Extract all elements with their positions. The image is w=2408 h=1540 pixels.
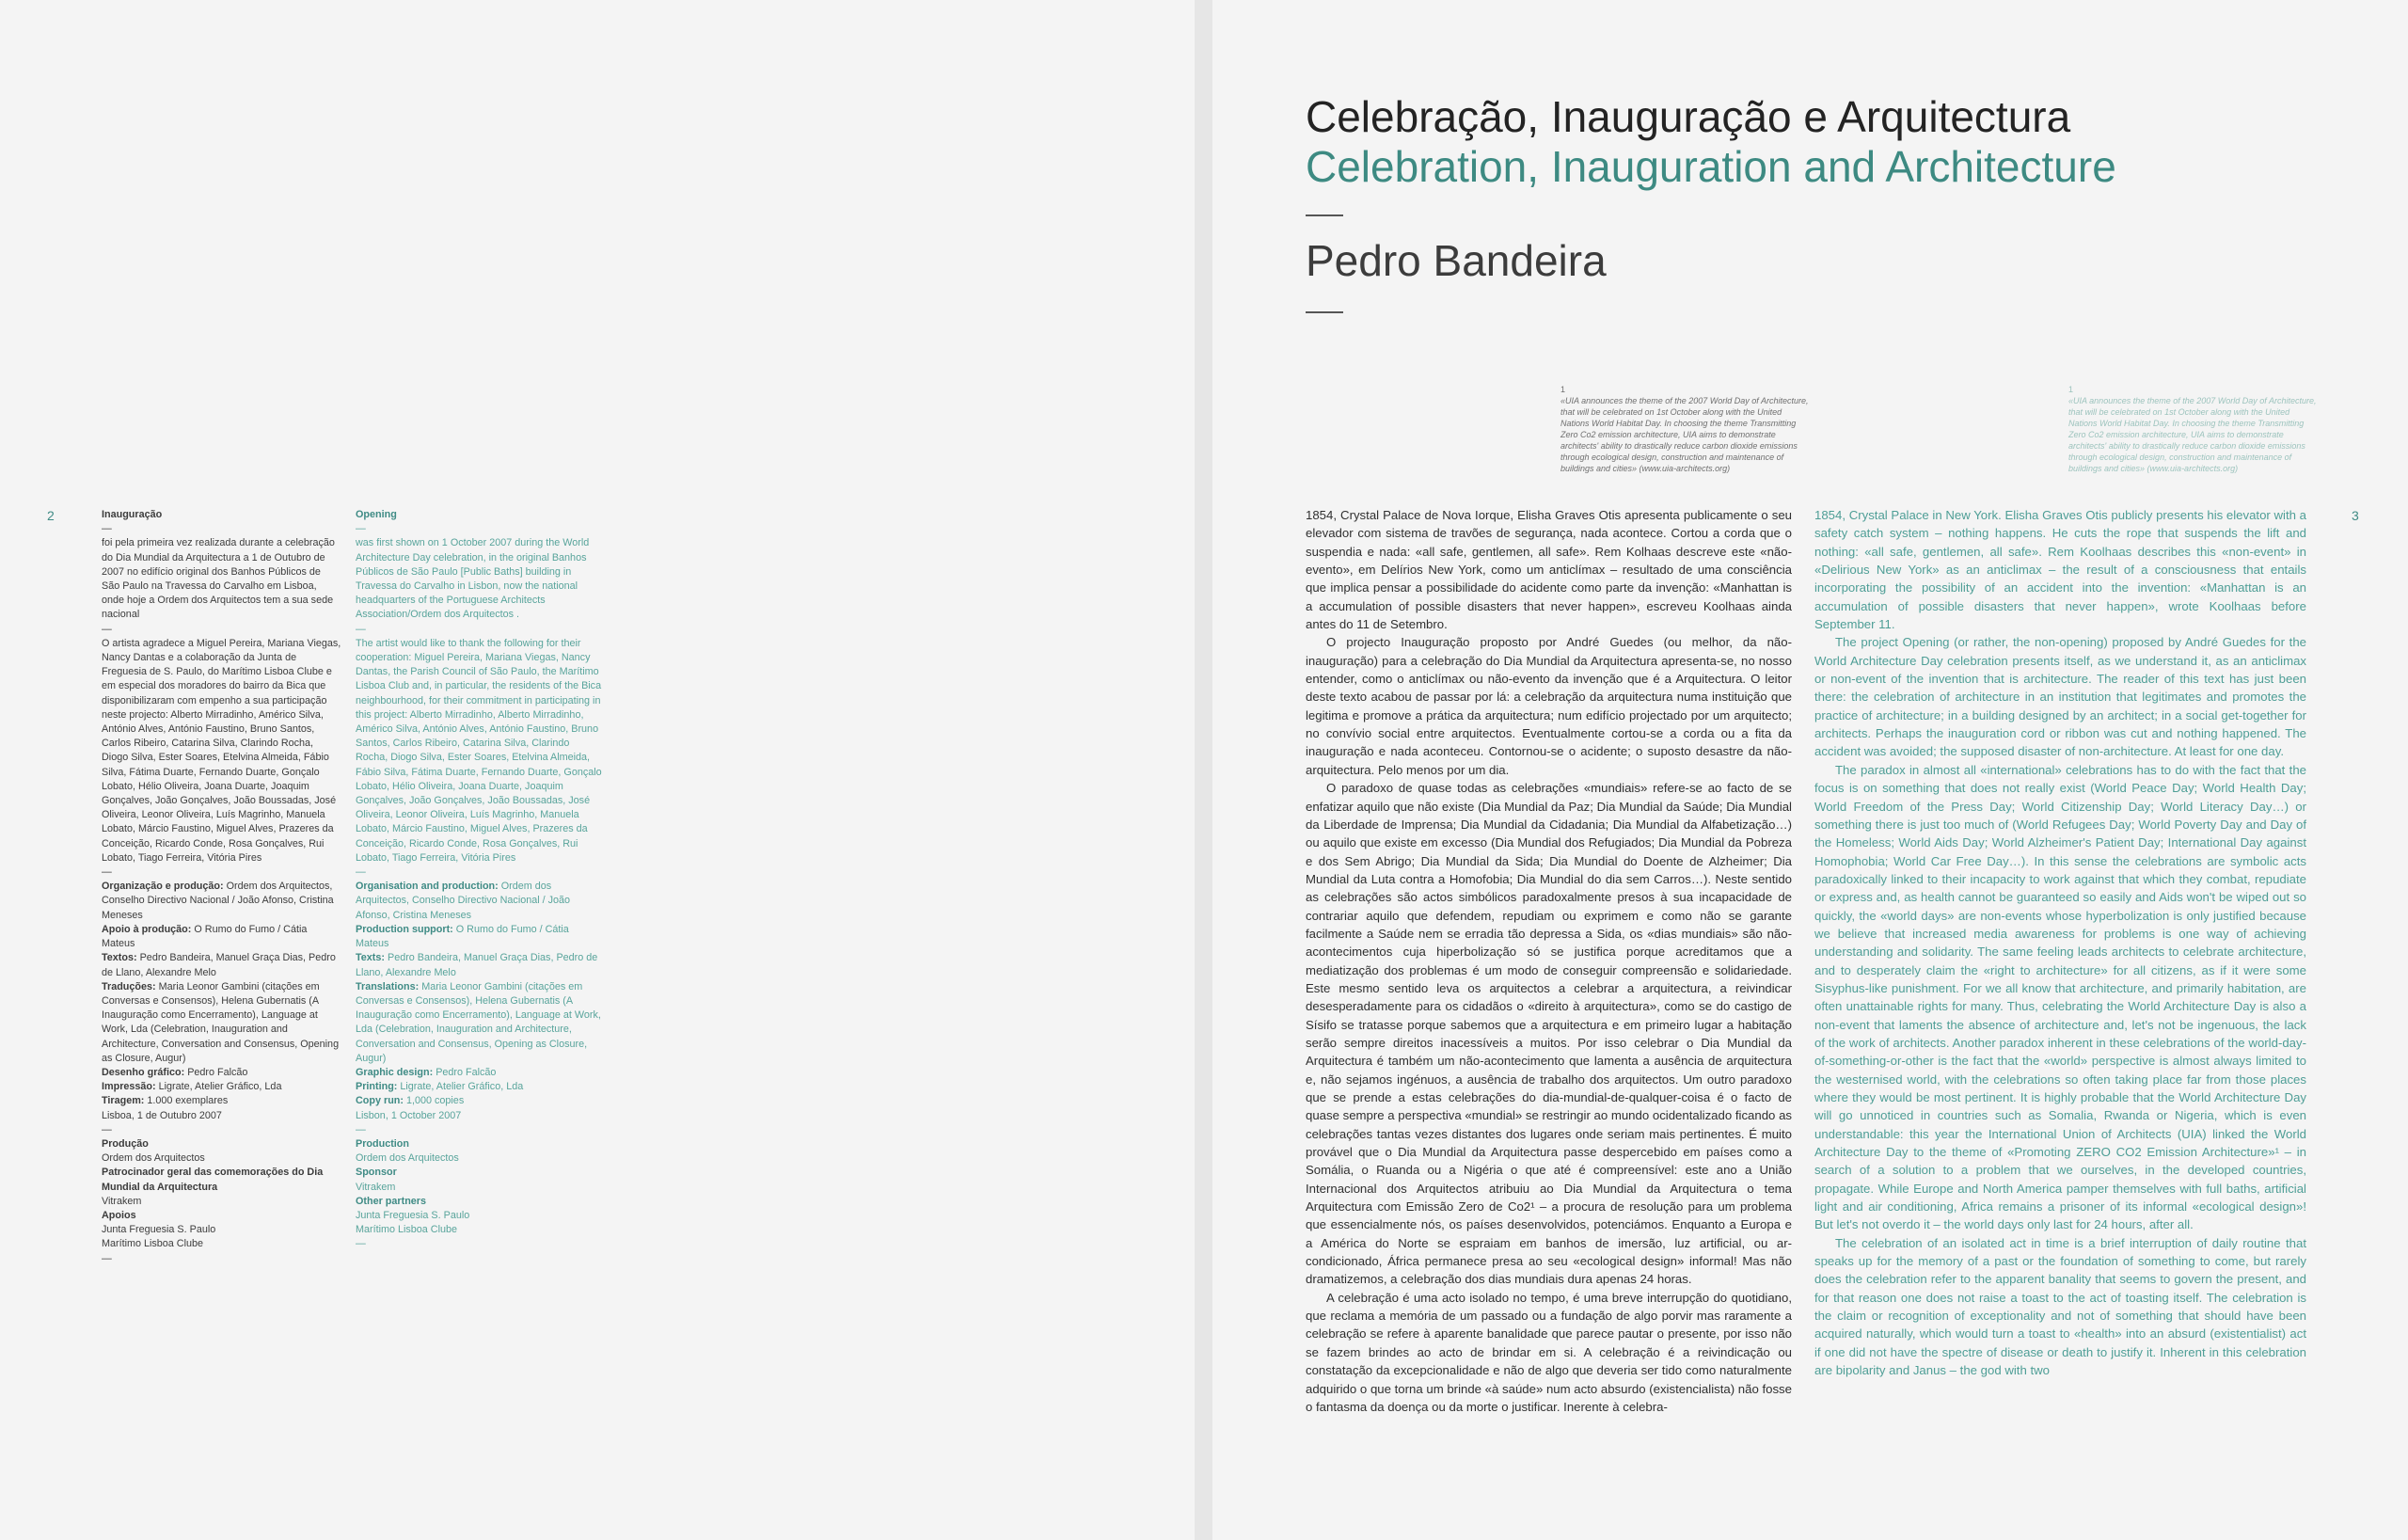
paragraph: A celebração é uma acto isolado no tempo, é uma breve interrupção do quotidiano, que reclama a memória de um passado ou a fundação de algo porvir mas raramente a celebração se refere à aparente banalidade que parece pautar o presente, por isso não se fazem brindes ao acto de brindar em si. A celebração é a reivindicação ou constatação da excepcionalidade e não de algo que deveria ser tido como naturalmente adquirido o que torna um brinde «à saúde» num acto absurdo (existencialista) não fosse o fantasma da doença ou da morte o justificar. Inerente à celebra- xyxy=(1306,1290,1792,1414)
credit-design: Desenho gráfico: Pedro Falcão xyxy=(102,1066,248,1078)
credit-organisation: Organisation and production: Ordem dos Arquitectos, Conselho Directivo Nacional / João Afonso, Cristina Meneses xyxy=(356,881,571,921)
author-name: Pedro Bandeira xyxy=(1306,236,1607,285)
colophon-heading: Inauguração xyxy=(102,509,163,520)
credit-printing: Impressão: Ligrate, Atelier Gráfico, Lda xyxy=(102,1081,282,1093)
sponsor-label: Patrocinador geral das comemorações do Dia Mundial da Arquitectura xyxy=(102,1167,324,1193)
partners-label: Other partners xyxy=(356,1195,426,1207)
colophon-thanks: O artista agradece a Miguel Pereira, Mariana Viegas, Nancy Dantas e a colaboração da Junta de Freguesia de S. Paulo, do Marítimo Lisboa Clube e em especial dos moradores do bairro da Bica que disponibilizaram com empenho a sua participação neste projecto: Alberto Mirradinho, Américo Silva, António Alves, António Faustino, Bruno Santos, Carlos Ribeiro, Catarina Silva, Clarindo Rocha, Diogo Silva, Ester Soares, Etelvina Almeida, Fábio Silva, Fátima Duarte, Fernando Duarte, Gonçalo Lobato, Hélio Oliveira, Joana Duarte, Joaquim Gonçalves, João Gonçalves, João Boussadas, José Oliveira, Leonor Oliveira, Luís Magrinho, Manuela Lobato, Márcio Faustino, Miguel Alves, Prazeres da Conceição, Ricardo Conde, Rosa Gonçalves, Rui Lobato, Tiago Ferreira, Vitória Pires xyxy=(102,637,341,864)
dash: — xyxy=(356,1123,366,1135)
credit-printing: Printing: Ligrate, Atelier Gráfico, Lda xyxy=(356,1081,524,1093)
production-value: Ordem dos Arquitectos xyxy=(356,1152,459,1165)
place-date: Lisboa, 1 de Outubro 2007 xyxy=(102,1109,222,1121)
footnote-mark: 1 xyxy=(1560,385,1566,394)
dash: — xyxy=(102,523,112,535)
partners-value: Marítimo Lisboa Clube xyxy=(356,1224,458,1236)
footnote-text: «UIA announces the theme of the 2007 World Day of Architecture, that will be celebrated on 1st October along with the United Nations World Habitat Day. In choosing the theme Transmitting Zero Co2 emission architecture, UIA aims to demonstrate architects' ability to drastically reduce carbon dioxide emissions through ecological design, construction and maintenance of buildings and cities» (www.uia-architects.org) xyxy=(2068,396,2317,473)
credit-organisation: Organização e produção: Ordem dos Arquitectos, Conselho Directivo Nacional / João Afonso, Cristina Meneses xyxy=(102,881,334,921)
sponsor-value: Vitrakem xyxy=(356,1181,396,1193)
paragraph: The celebration of an isolated act in time is a brief interruption of daily routine that speaks up for the memory of a past or the foundation of something to come, but rarely does the celebration refer to the apparent banality that seems to govern the present, and for that reason one does not raise a toast to the act of toasting itself. The celebration is the claim or recognition of exceptionality and not of something that should have been acquired naturally, which would turn a toast to «health» into an absurd (existentialist) act if one did not have the spectre of disease or death to justify it. Inherent in this celebration are bipolarity and Janus – the god with two xyxy=(1814,1235,2306,1378)
dash: — xyxy=(356,866,366,879)
place-date: Lisbon, 1 October 2007 xyxy=(356,1109,462,1121)
partners-value: Junta Freguesia S. Paulo xyxy=(356,1209,470,1221)
title-english: Celebration, Inauguration and Architecture xyxy=(1306,142,2116,191)
credit-support: Apoio à produção: O Rumo do Fumo / Cátia Mateus xyxy=(102,923,308,950)
title-portuguese: Celebração, Inauguração e Arquitectura xyxy=(1306,92,2071,141)
dash: — xyxy=(356,1238,366,1250)
colophon-heading: Opening xyxy=(356,509,397,520)
footnote-en xyxy=(2068,384,2318,474)
credit-run: Copy run: 1,000 copies xyxy=(356,1095,465,1107)
credit-texts: Texts: Pedro Bandeira, Manuel Graça Dias, Pedro de Llano, Alexandre Melo xyxy=(356,952,598,978)
colophon-en xyxy=(356,508,602,1252)
colophon-intro: foi pela primeira vez realizada durante a celebração do Dia Mundial da Arquitectura a 1 de Outubro de 2007 no edifício original dos Banhos Públicos de São Paulo na Travessa do Carvalho em Lisboa, onde hoje a Ordem dos Arquitectos tem a sua sede nacional xyxy=(102,537,335,621)
body-text-pt xyxy=(1306,506,1792,1416)
production-value: Ordem dos Arquitectos xyxy=(102,1152,205,1165)
credit-translations: Traduções: Maria Leonor Gambini (citações em Conversas e Consensos), Helena Gubernatis (A Inauguração como Encerramento), Language at Work, Lda (Celebration, Inauguration and Architecture, Conversation and Consensus, Opening as Closure, Augur) xyxy=(102,980,340,1064)
dash: — xyxy=(102,1123,112,1135)
colophon-intro: was first shown on 1 October 2007 during the World Architecture Day celebration, in the original Banhos Públicos de São Paulo [Public Baths] building in Travessa do Carvalho in Lisbon, now the national headquarters of the Portuguese Architects Association/Ordem dos Arquitectos . xyxy=(356,537,590,621)
colophon-thanks: The artist would like to thank the following for their cooperation: Miguel Pereira, Mariana Viegas, Nancy Dantas, the Parish Council of São Paulo, the Marítimo Lisboa Club and, in particular, the residents of the Bica neighbourhood, for their commitment in participating in this project: Alberto Mirradinho, Alberto Mirradinho, Américo Silva, António Alves, António Faustino, Bruno Santos, Carlos Ribeiro, Catarina Silva, Clarindo Rocha, Diogo Silva, Ester Soares, Etelvina Almeida, Fábio Silva, Fátima Duarte, Fernando Duarte, Gonçalo Lobato, Hélio Oliveira, Joana Duarte, Joaquim Gonçalves, João Gonçalves, João Boussadas, José Oliveira, Leonor Oliveira, Luís Magrinho, Manuela Lobato, Márcio Faustino, Miguel Alves, Prazeres da Conceição, Ricardo Conde, Rosa Gonçalves, Rui Lobato, Tiago Ferreira, Vitória Pires xyxy=(356,637,602,864)
sponsor-label: Sponsor xyxy=(356,1167,397,1179)
credit-translations: Translations: Maria Leonor Gambini (citações em Conversas e Consensos), Helena Gubernatis (A Inauguração como Encerramento), Language at Work, Lda (Celebration, Inauguration and Architecture, Conversation and Consensus, Opening as Closure, Augur) xyxy=(356,980,601,1064)
credit-texts: Textos: Pedro Bandeira, Manuel Graça Dias, Pedro de Llano, Alexandre Melo xyxy=(102,952,336,978)
paragraph: The paradox in almost all «international» celebrations has to do with the fact that the focus is on something that does not really exist (World Peace Day; World Health Day; World Freedom of the Press Day; World Citizenship Day; World Literacy Day…) or something there is just too much of (World Refugees Day; World Poverty Day and Day of the Homeless; World Aids Day; World Alzheimer's Patient Day; International Day against Homophobia; World Car Free Day…). In this sense the celebrations are symbolic acts paradoxically linked to their incapacity to work against that which they combat, repudiate or express and, as health cannot be guaranteed so easily and Aids won't be wiped out so quickly, the «world days» are non-events whose hyperbolization is only justified because we believe that increased media awareness for problems is one way of achieving understanding and solidarity. The same feeling leads architects to celebrate architecture, and to desperately claim the «right to architecture» for all citizens, as if it were some Sisyphus-like punishment. For we all know that architecture, and primarily habitation, are often unattainable rights for many. Thus, celebrating the World Architecture Day is also a non-event that laments the absence of architecture and, let's not be ingenuous, the lack of the work of architects. Another paradox inherent in these celebrations of the world-day-of-something-or-other is the fact that the «world» perspective is almost always limited to the westernised world, with the celebrations so often taking place far from those places where they would be most pertinent. It is highly probable that the World Architecture Day will go unnoticed in countries such as Somalia, Rwanda or Nigeria, which is even understandable: this year the International Union of Architects (UIA) linked the World Architecture Day to the theme of «Promoting ZERO CO2 Emission Architecture»¹ – in search of a solution to a problem that we ourselves, in the developed countries, propagate. While Europe and North America pamper themselves with full baths, artificial light and air conditioning, Africa remains a prisoner of its informal «ecological design»! But let's not overdo it – the world days only last for 24 hours, after all. xyxy=(1814,762,2306,1232)
dash: — xyxy=(102,1252,112,1264)
title-rule xyxy=(1306,214,1343,216)
production-label: Production xyxy=(356,1137,409,1150)
dash: — xyxy=(356,623,366,635)
paragraph: The project Opening (or rather, the non-opening) proposed by André Guedes for the World Architecture Day celebration presents itself, as we understand it, as an anticlimax or non-event of the invention that is architecture. The reader of this text has just been there: the celebration of architecture in an institution that legitimates and promotes the practice of architecture; in a building designed by an architect; in a social get-together for architects. Perhaps the inauguration cord or ribbon was cut and nothing happened. The accident was avoided; the supposed disaster of non-architecture. At least for one day. xyxy=(1814,635,2306,759)
credit-run: Tiragem: 1.000 exemplares xyxy=(102,1095,229,1107)
partners-value: Junta Freguesia S. Paulo xyxy=(102,1224,216,1236)
production-label: Produção xyxy=(102,1137,149,1150)
sponsor-value: Vitrakem xyxy=(102,1195,142,1207)
footnote-mark: 1 xyxy=(2068,385,2074,394)
dash: — xyxy=(356,523,366,535)
paragraph: 1854, Crystal Palace in New York. Elisha Graves Otis publicly presents his elevator with a safety catch system – nothing happens. He cuts the rope that suspends the lift and nothing: «all safe, gentlemen, all safe». Rem Koolhaas describes this «non-event» in «Delirious New York» as an anticlimax – the result of a consciousness that entails incorporating the possibility of an accident into the invention: «Manhattan is an accumulation of possible disasters that never happen», wrote Koolhaas before September 11. xyxy=(1814,508,2306,632)
dash: — xyxy=(102,866,112,879)
colophon-pt xyxy=(102,508,341,1266)
partners-value: Marítimo Lisboa Clube xyxy=(102,1238,204,1250)
footnote-pt xyxy=(1560,384,1810,474)
left-page xyxy=(0,0,1195,1540)
paragraph: 1854, Crystal Palace de Nova Iorque, Elisha Graves Otis apresenta publicamente o seu elevador com sistema de travões de segurança, nada acontece. Cortou a corda que o suspendia e nada: «all safe, gentlemen, all safe». Rem Kolhaas descreve este «não-evento», em Delírios New York, como um anticlímax – resultado de uma consciência que implica pensar a possibilidade do acidente como parte da invenção: «Manhattan is a accumulation of possible disasters that never happen», escreveu Koolhaas ainda antes do 11 de Setembro. xyxy=(1306,508,1792,632)
footnote-text: «UIA announces the theme of the 2007 World Day of Architecture, that will be celebrated on 1st October along with the United Nations World Habitat Day. In choosing the theme Transmitting Zero Co2 emission architecture, UIA aims to demonstrate architects' ability to drastically reduce carbon dioxide emissions through ecological design, construction and maintenance of buildings and cities» (www.uia-architects.org) xyxy=(1560,396,1809,473)
author-rule xyxy=(1306,311,1343,313)
paragraph: O paradoxo de quase todas as celebrações «mundiais» refere-se ao facto de se enfatizar aquilo que não existe (Dia Mundial da Paz; Dia Mundial da Saúde; Dia Mundial da Liberdade de Imprensa; Dia Mundial da Cidadania; Dia Mundial da Alfabetização…) ou aquilo que existe em excesso (Dia Mundial dos Refugiados; Dia Mundial da Pobreza e dos Sem Abrigo; Dia Mundial da Sida; Dia Mundial do Doente de Alzheimer; Dia Mundial da Luta contra a Homofobia; Dia Mundial do dia sem Carros…). Neste sentido as celebrações são actos simbólicos paradoxalmente presos à sua incapacidade de contrariar aquilo que defendem, repudiam ou exprimem e como não se garante facilmente a Saúde nem se erradia tão depressa a Sida, os «dias mundiais» são não-acontecimentos cuja hiperbolização só se justifica porque acreditamos que a mediatização dos problemas é um modo de conseguir compreensão e solidariedade. Este mesmo sentido leva os arquitectos a celebrar a arquitectura, a reivindicar desesperadamente para os cidadãos o «direito à arquitectura», como se do castigo de Sísifo se tratasse porque sabemos que a arquitectura e em primeiro lugar a habitação serão sempre direitos inacessíveis a muitos. Por isso celebrar o Dia Mundial da Arquitectura é também um não-acontecimento que lamenta a ausência de arquitectura e, não sejamos ingénuos, a ausência de trabalho dos arquitectos. Um outro paradoxo que se prende a estas celebrações do dia-mundial-de-qualquer-coisa é o facto de quase sempre a perspectiva «mundial» se restringir ao mundo ocidentalizado ficando as celebrações tantas vezes distantes dos lugares onde seriam mais pertinentes. É muito provável que o Dia Mundial da Arquitectura passe despercebido em países como a Somália, o Ruanda ou a Nigéria o que até é compreensível: este ano a União Internacional dos Arquitectos atribuiu ao Dia Mundial da Arquitectura o tema Arquitectura com Emissão Zero de Co2¹ – a procura de resolução para um problema que essencialmente nós, os países desenvolvidos, potenciámos. Enquanto a Europa e a América do Norte se espraiam em banhos de imersão, luz artificial, ou ar-condicionado, África permanece presa ao seu «ecological design» informal! Mas não dramatizemos, a celebração dos dias mundiais dura apenas 24 horas. xyxy=(1306,781,1792,1287)
body-text-en xyxy=(1814,506,2306,1380)
dash: — xyxy=(102,623,112,635)
paragraph: O projecto Inauguração proposto por André Guedes (ou melhor, da não-inauguração) para a celebração do Dia Mundial da Arquitectura apresenta-se, no nosso entender, como o anticlímax ou não-evento da invenção que é a Arquitectura. O leitor deste texto acabou de passar por lá: a celebração da arquitectura numa instituição que legitima e promove a prática da arquitectura; num edifício projectado por um arquitecto; no convívio social entre arquitectos. Eventualmente cortou-se a corda ou a fita da inauguração e nada aconteceu. Contornou-se o acidente; o suposto desastre da não-arquitectura. Pelo menos por um dia. xyxy=(1306,635,1792,777)
page-number-left: 2 xyxy=(47,508,55,523)
credit-support: Production support: O Rumo do Fumo / Cátia Mateus xyxy=(356,923,569,950)
partners-label: Apoios xyxy=(102,1209,136,1221)
credit-design: Graphic design: Pedro Falcão xyxy=(356,1066,497,1078)
page-number-right: 3 xyxy=(2352,508,2359,523)
